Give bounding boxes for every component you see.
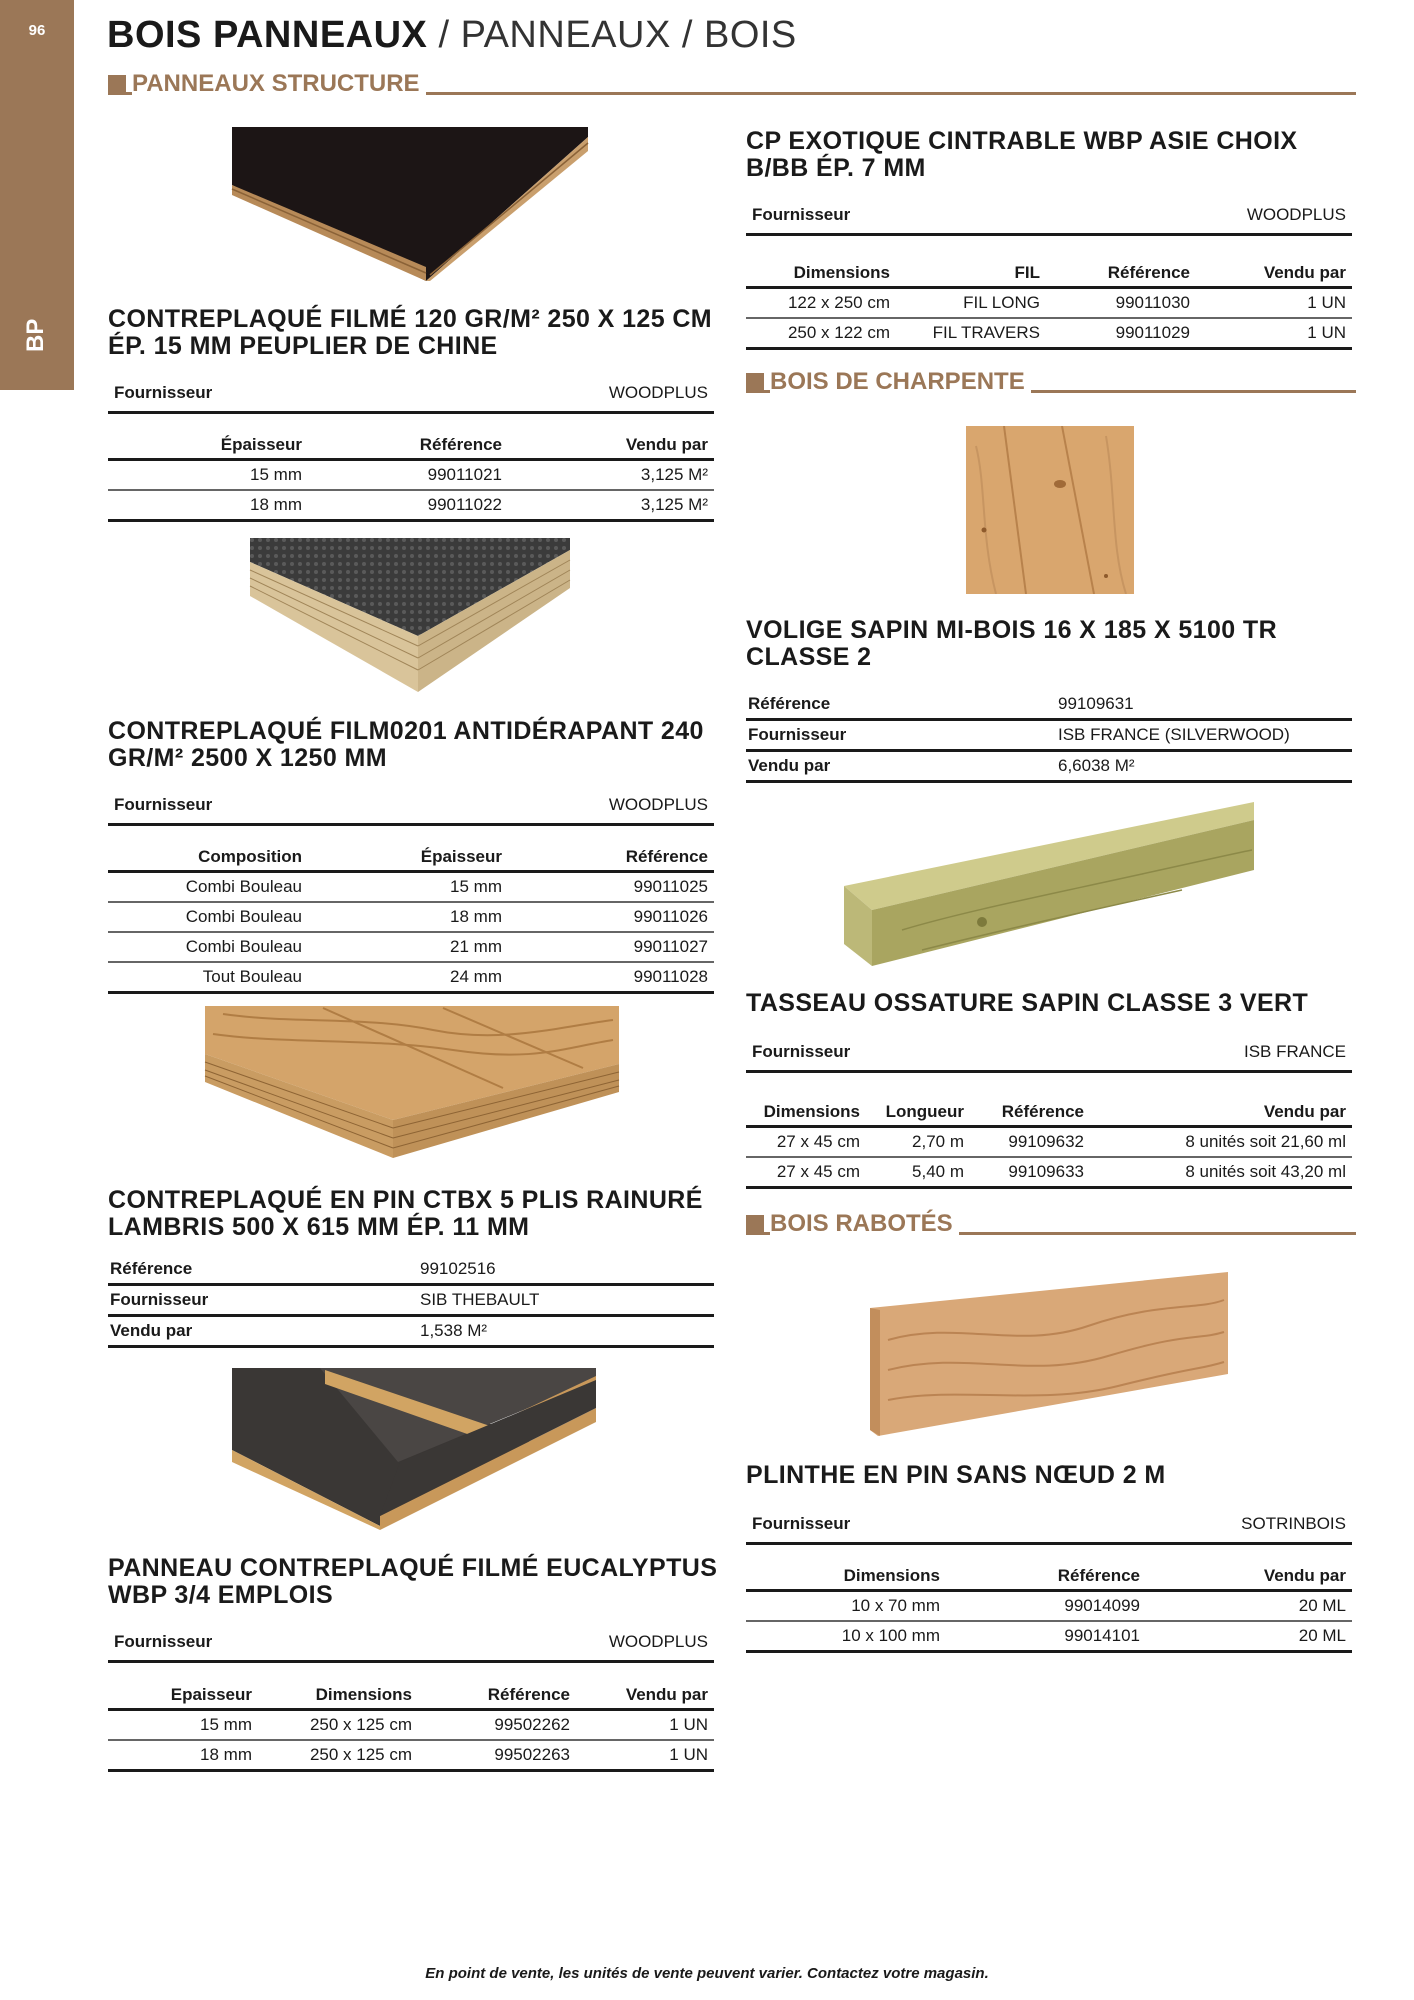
product-title: PANNEAU CONTREPLAQUÉ FILMÉ EUCALYPTUS WBP 3/4 EMPLOIS — [108, 1554, 718, 1609]
table-cell: 24 mm — [308, 962, 508, 993]
table-header-row — [108, 837, 714, 872]
table-cell: 18 mm — [308, 902, 508, 932]
table-cell: Combi Bouleau — [108, 932, 308, 962]
column-header: Référence — [418, 1675, 576, 1710]
table-cell: 3,125 M² — [508, 490, 714, 521]
column-header: Vendu par — [576, 1675, 714, 1710]
table-cell: 99011028 — [508, 962, 714, 993]
column-header: Dimensions — [258, 1675, 418, 1710]
table-row — [108, 932, 714, 962]
table-cell: 21 mm — [308, 932, 508, 962]
section-title: PANNEAUX STRUCTURE — [132, 70, 426, 98]
table-cell: 10 x 100 mm — [746, 1621, 946, 1652]
info-label: Fournisseur — [746, 720, 1056, 751]
footer-note: En point de vente, les unités de vente peuvent varier. Contactez votre magasin. — [425, 1965, 989, 1982]
table-cell: 250 x 122 cm — [746, 318, 896, 349]
info-value: 1,538 M² — [418, 1316, 714, 1347]
page-title-bold: BOIS PANNEAUX — [107, 14, 428, 56]
table-cell: 99502263 — [418, 1740, 576, 1771]
table-row — [108, 1710, 714, 1741]
column-header: Dimensions — [746, 1556, 946, 1591]
table-cell: 8 unités soit 21,60 ml — [1090, 1127, 1352, 1158]
column-header: FIL — [896, 253, 1046, 288]
table-cell: 1 UN — [576, 1710, 714, 1741]
table-row — [108, 962, 714, 993]
column-header: Dimensions — [746, 253, 896, 288]
table-cell: 15 mm — [108, 460, 308, 491]
table-cell: 10 x 70 mm — [746, 1591, 946, 1622]
supplier-label: Fournisseur — [752, 1514, 851, 1533]
table-cell: 99502262 — [418, 1710, 576, 1741]
product-image-film-plywood — [230, 125, 592, 285]
column-header: Épaisseur — [308, 837, 508, 872]
info-row — [108, 1316, 714, 1347]
supplier-label: Fournisseur — [752, 1042, 851, 1061]
product-title: VOLIGE SAPIN MI-BOIS 16 X 185 X 5100 TR CLASSE 2 — [746, 616, 1278, 671]
table-cell: 1 UN — [1196, 288, 1352, 319]
table-row — [108, 1740, 714, 1771]
table-cell: 99011022 — [308, 490, 508, 521]
table-cell: 8 unités soit 43,20 ml — [1090, 1157, 1352, 1188]
info-value: ISB FRANCE (SILVERWOOD) — [1056, 720, 1352, 751]
supplier-row — [108, 377, 714, 414]
table-row — [108, 460, 714, 491]
table-header-row — [746, 253, 1352, 288]
table-cell: 99011025 — [508, 872, 714, 903]
info-row — [108, 1285, 714, 1316]
column-header: Vendu par — [1090, 1092, 1352, 1127]
info-value: 6,6038 M² — [1056, 751, 1352, 782]
info-row — [746, 690, 1352, 720]
column-header: Référence — [1046, 253, 1196, 288]
table-cell: FIL TRAVERS — [896, 318, 1046, 349]
product-table — [746, 1556, 1352, 1653]
table-row — [108, 872, 714, 903]
supplier-row — [108, 1626, 714, 1663]
column-header: Longueur — [866, 1092, 970, 1127]
column-header: Épaisseur — [108, 425, 308, 460]
table-cell: 15 mm — [108, 1710, 258, 1741]
info-label: Fournisseur — [108, 1285, 418, 1316]
section-bois-rabotes — [746, 1210, 1356, 1240]
column-header: Composition — [108, 837, 308, 872]
info-value: SIB THEBAULT — [418, 1285, 714, 1316]
table-cell: 2,70 m — [866, 1127, 970, 1158]
info-row — [746, 720, 1352, 751]
supplier-value: WOODPLUS — [608, 795, 708, 814]
section-panneaux-structure — [108, 70, 1356, 100]
supplier-row — [746, 1508, 1352, 1545]
table-cell: 1 UN — [576, 1740, 714, 1771]
table-cell: 250 x 125 cm — [258, 1740, 418, 1771]
product-title: CONTREPLAQUÉ FILM0201 ANTIDÉRAPANT 240 GR/M² 2500 X 1250 MM — [108, 717, 704, 772]
table-cell: 99109633 — [970, 1157, 1090, 1188]
section-title: BOIS DE CHARPENTE — [770, 368, 1031, 396]
info-label: Vendu par — [108, 1316, 418, 1347]
product-image-pine-skirting — [868, 1270, 1232, 1440]
product-image-pine-plywood — [203, 1004, 621, 1160]
column-header: Référence — [970, 1092, 1090, 1127]
product-title: TASSEAU OSSATURE SAPIN CLASSE 3 VERT — [746, 989, 1309, 1017]
table-cell: 27 x 45 cm — [746, 1127, 866, 1158]
table-cell: 99014099 — [946, 1591, 1146, 1622]
product-table — [746, 1092, 1352, 1189]
section-title: BOIS RABOTÉS — [770, 1210, 959, 1238]
page-number: 96 — [28, 22, 46, 39]
supplier-value: WOODPLUS — [1246, 205, 1346, 224]
product-info-table — [746, 690, 1352, 783]
column-header: Vendu par — [1196, 253, 1352, 288]
table-cell: 99011030 — [1046, 288, 1196, 319]
table-cell: 122 x 250 cm — [746, 288, 896, 319]
product-title: CONTREPLAQUÉ FILMÉ 120 GR/M² 250 X 125 CM ÉP. 15 MM PEUPLIER DE CHINE — [108, 305, 713, 360]
page-title — [107, 14, 797, 57]
table-cell: 250 x 125 cm — [258, 1710, 418, 1741]
table-cell: 3,125 M² — [508, 460, 714, 491]
table-cell: 99014101 — [946, 1621, 1146, 1652]
product-table — [108, 837, 714, 994]
table-cell: 20 ML — [1146, 1621, 1352, 1652]
table-cell: 27 x 45 cm — [746, 1157, 866, 1188]
supplier-label: Fournisseur — [114, 1632, 213, 1651]
table-cell: Combi Bouleau — [108, 902, 308, 932]
info-value: 99109631 — [1056, 690, 1352, 720]
product-image-green-batten — [842, 800, 1258, 968]
supplier-label: Fournisseur — [114, 383, 213, 402]
page-title-light: / PANNEAUX / BOIS — [427, 14, 797, 56]
table-cell: 99011021 — [308, 460, 508, 491]
column-header: Référence — [508, 837, 714, 872]
product-table — [746, 253, 1352, 350]
table-cell: 99109632 — [970, 1127, 1090, 1158]
table-header-row — [746, 1556, 1352, 1591]
supplier-row — [746, 1036, 1352, 1073]
supplier-label: Fournisseur — [114, 795, 213, 814]
section-bois-de-charpente — [746, 368, 1356, 398]
chapter-tab — [0, 0, 74, 390]
column-header: Vendu par — [508, 425, 714, 460]
table-header-row — [108, 425, 714, 460]
supplier-value: WOODPLUS — [608, 383, 708, 402]
info-value: 99102516 — [418, 1255, 714, 1285]
info-label: Vendu par — [746, 751, 1056, 782]
column-header: Epaisseur — [108, 1675, 258, 1710]
supplier-value: WOODPLUS — [608, 1632, 708, 1651]
table-cell: 5,40 m — [866, 1157, 970, 1188]
product-table — [108, 425, 714, 522]
info-label: Référence — [746, 690, 1056, 720]
table-header-row — [746, 1092, 1352, 1127]
table-cell: 15 mm — [308, 872, 508, 903]
supplier-value: ISB FRANCE — [1243, 1042, 1346, 1061]
table-row — [746, 1591, 1352, 1622]
table-row — [746, 288, 1352, 319]
table-row — [108, 902, 714, 932]
column-header: Référence — [946, 1556, 1146, 1591]
product-image-eucalyptus-plywood — [230, 1366, 600, 1530]
table-header-row — [108, 1675, 714, 1710]
supplier-row — [108, 789, 714, 826]
table-row — [746, 1621, 1352, 1652]
supplier-row — [746, 199, 1352, 236]
column-header: Dimensions — [746, 1092, 866, 1127]
table-cell: Combi Bouleau — [108, 872, 308, 903]
product-title: PLINTHE EN PIN SANS NŒUD 2 M — [746, 1461, 1166, 1489]
chapter-code: BP — [22, 318, 49, 352]
table-cell: 99011026 — [508, 902, 714, 932]
table-row — [746, 1127, 1352, 1158]
column-header: Vendu par — [1146, 1556, 1352, 1591]
product-image-spruce-board — [966, 426, 1134, 594]
product-image-anti-slip-plywood — [248, 536, 574, 694]
table-cell: 99011027 — [508, 932, 714, 962]
table-cell: Tout Bouleau — [108, 962, 308, 993]
product-title: CP EXOTIQUE CINTRABLE WBP ASIE CHOIX B/BB ÉP. 7 MM — [746, 127, 1298, 182]
table-cell: 18 mm — [108, 1740, 258, 1771]
product-title: CONTREPLAQUÉ EN PIN CTBX 5 PLIS RAINURÉ LAMBRIS 500 X 615 MM ÉP. 11 MM — [108, 1186, 703, 1241]
info-row — [746, 751, 1352, 782]
table-row — [108, 490, 714, 521]
supplier-value: SOTRINBOIS — [1241, 1514, 1346, 1533]
table-cell: 20 ML — [1146, 1591, 1352, 1622]
supplier-label: Fournisseur — [752, 205, 851, 224]
info-row — [108, 1255, 714, 1285]
product-table — [108, 1675, 714, 1772]
table-cell: 18 mm — [108, 490, 308, 521]
table-cell: 99011029 — [1046, 318, 1196, 349]
info-label: Référence — [108, 1255, 418, 1285]
table-row — [746, 318, 1352, 349]
table-cell: FIL LONG — [896, 288, 1046, 319]
product-info-table — [108, 1255, 714, 1348]
table-row — [746, 1157, 1352, 1188]
column-header: Référence — [308, 425, 508, 460]
table-cell: 1 UN — [1196, 318, 1352, 349]
